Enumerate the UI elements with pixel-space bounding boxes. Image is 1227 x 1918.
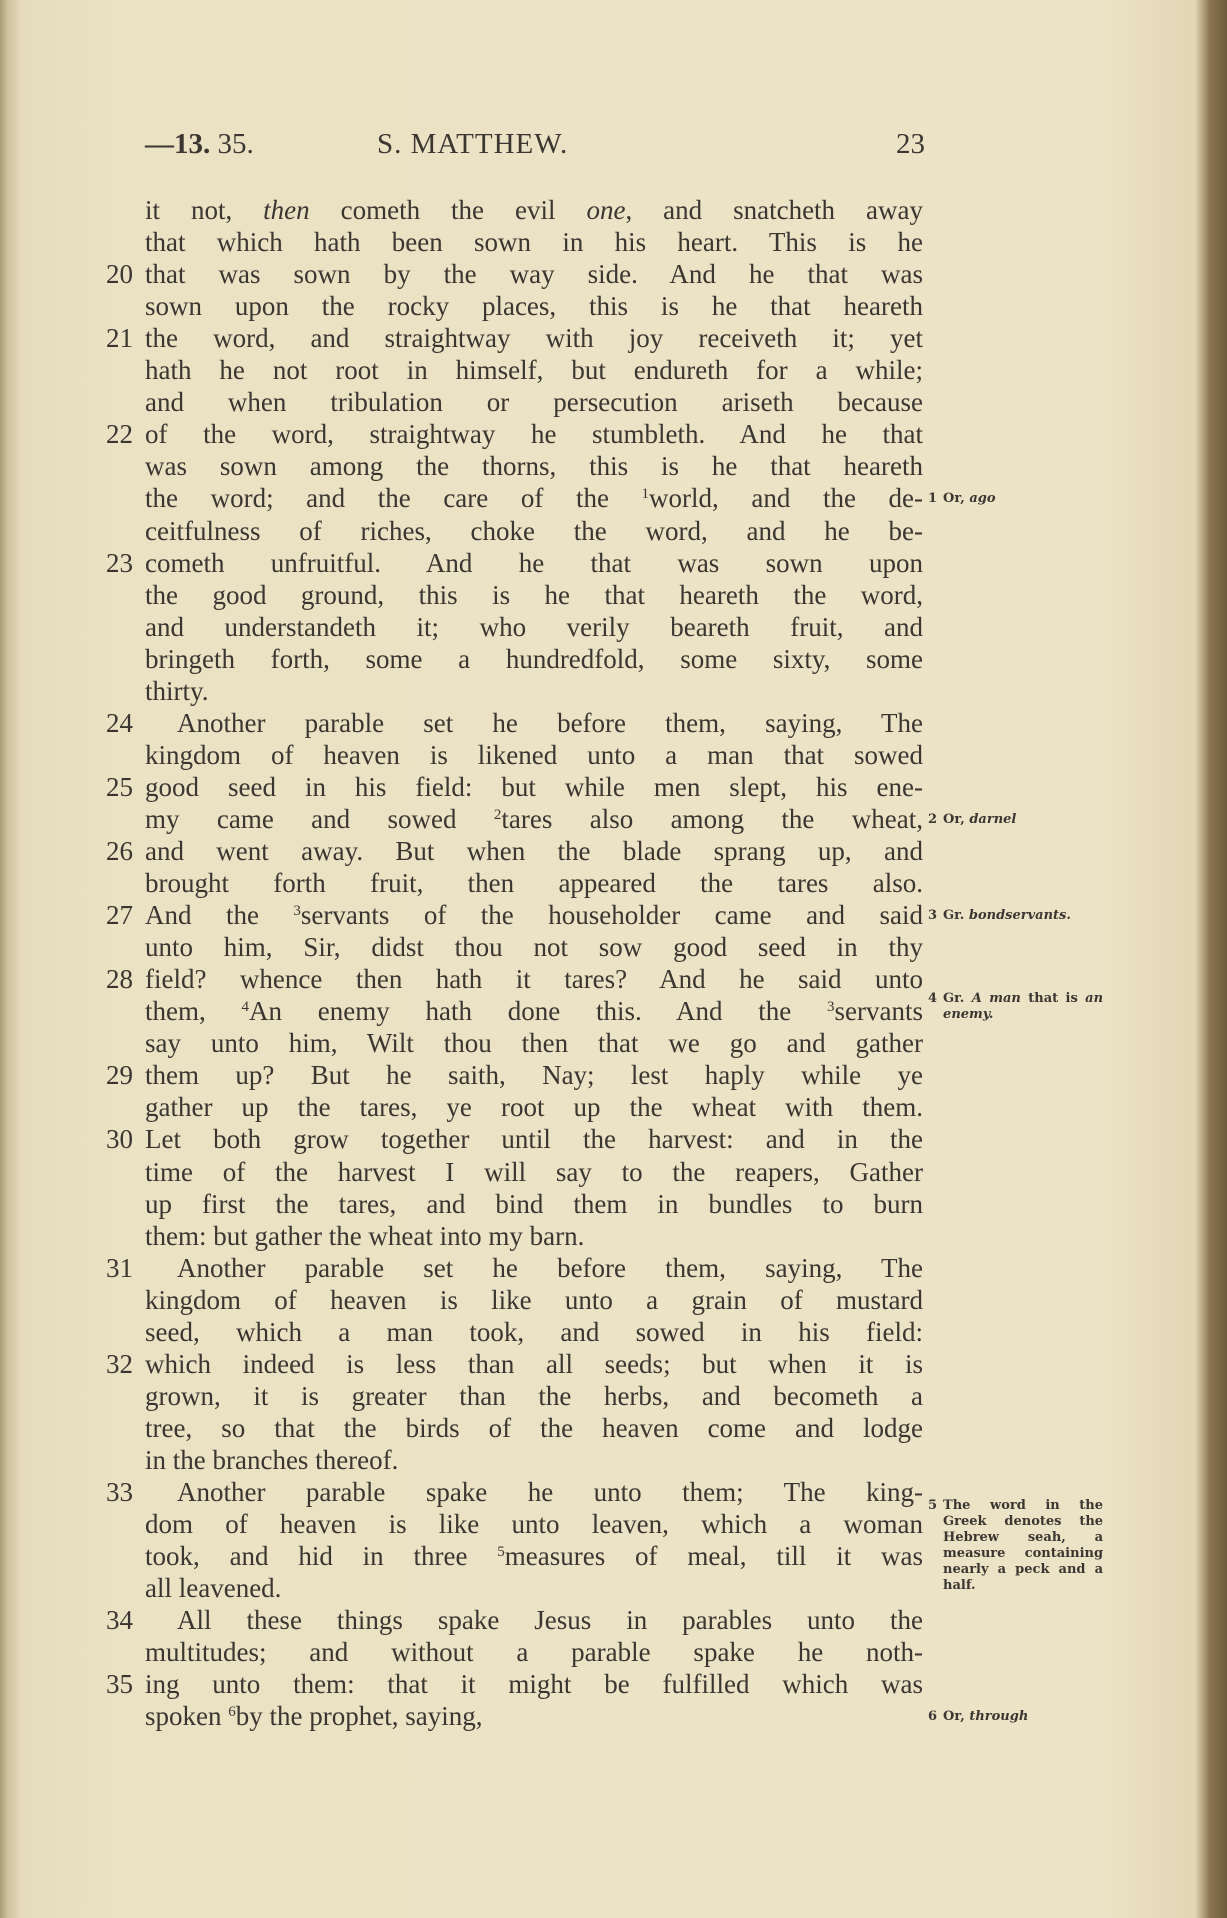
text-run: All these things spake Jesus in parables unto the bbox=[177, 1605, 923, 1636]
margin-note bbox=[928, 491, 1113, 507]
text-line bbox=[145, 354, 923, 386]
text-run: hath he not root in himself, but endureth for a while; bbox=[145, 355, 923, 386]
note-text bbox=[943, 908, 1103, 924]
footnote-marker: 1 bbox=[641, 486, 650, 503]
text-line bbox=[145, 290, 923, 322]
text-line bbox=[145, 450, 923, 482]
text-line bbox=[145, 707, 923, 739]
text-run: and when tribulation or persecution ariseth because bbox=[145, 387, 923, 418]
text-run: cometh the evil bbox=[309, 195, 587, 225]
text-line bbox=[145, 1476, 923, 1508]
verse-number: 30 bbox=[106, 1124, 133, 1155]
text-line bbox=[145, 1123, 923, 1155]
text-line bbox=[145, 1444, 923, 1476]
footnote-marker: 2 bbox=[493, 806, 502, 823]
verse-number: 23 bbox=[106, 547, 133, 578]
verse-number: 33 bbox=[106, 1477, 133, 1507]
text-run: field? whence then hath it tares? And he said unto bbox=[145, 964, 923, 995]
text-run: of the word, straightway he stumbleth. And he that bbox=[145, 419, 923, 450]
text-line bbox=[145, 739, 923, 771]
text-run: them up? But he saith, Nay; lest haply while ye bbox=[145, 1060, 923, 1091]
italic-text: bondservants. bbox=[968, 908, 1071, 924]
verse-number: 26 bbox=[106, 836, 133, 866]
text-run: kingdom of heaven is like unto a grain of mustard bbox=[145, 1284, 923, 1315]
verse-number: 31 bbox=[106, 1252, 133, 1283]
text-run: up first the tares, and bind them in bundles to burn bbox=[145, 1188, 923, 1219]
verse-number: 25 bbox=[106, 771, 133, 802]
verse-number: 20 bbox=[106, 259, 133, 290]
text-line bbox=[145, 1540, 923, 1572]
text-line bbox=[145, 1668, 923, 1700]
text-run: An enemy hath done this. And the bbox=[249, 996, 827, 1027]
text-run: And the bbox=[145, 900, 294, 931]
text-line bbox=[145, 1027, 923, 1059]
text-line bbox=[145, 579, 923, 611]
text-line bbox=[145, 1700, 923, 1732]
text-run: which indeed is less than all seeds; but when it is bbox=[145, 1348, 923, 1379]
text-run: Gr. bbox=[943, 908, 969, 924]
text-run: ing unto them: that it might be fulfilled which was bbox=[145, 1669, 923, 1700]
text-line bbox=[145, 322, 923, 354]
text-run: them, bbox=[145, 996, 242, 1027]
text-line bbox=[145, 611, 923, 643]
text-run: say unto him, Wilt thou then that we go and gather bbox=[145, 1028, 923, 1059]
margin-note bbox=[928, 812, 1113, 828]
text-line bbox=[145, 547, 923, 579]
text-line bbox=[145, 1059, 923, 1091]
text-run: Let both grow together until the harvest: and in the bbox=[145, 1124, 923, 1155]
footnote-marker: 3 bbox=[293, 903, 301, 920]
text-run: them: but gather the wheat into my barn. bbox=[145, 1220, 585, 1251]
text-line bbox=[145, 1572, 923, 1604]
text-run: all leavened. bbox=[145, 1573, 282, 1604]
text-run: good seed in his field: but while men slept, his ene- bbox=[145, 771, 923, 802]
text-run: Another parable set he before them, saying, The bbox=[177, 707, 923, 738]
verse-number: 35. bbox=[217, 128, 254, 160]
note-number: 5 bbox=[928, 1497, 938, 1513]
text-run: the good ground, this is he that heareth the word, bbox=[145, 579, 923, 610]
note-text bbox=[943, 1709, 1103, 1725]
text-run: Another parable spake he unto them; The king- bbox=[177, 1477, 923, 1507]
text-run: gather up the tares, ye root up the wheat with them. bbox=[145, 1092, 923, 1123]
text-run: time of the harvest I will say to the reapers, Gather bbox=[145, 1156, 923, 1187]
text-run: by the prophet, saying, bbox=[235, 1701, 483, 1732]
text-run: was sown among the thorns, this is he that heareth bbox=[145, 451, 923, 482]
italic-text: A man bbox=[971, 991, 1021, 1007]
italic-text: through bbox=[969, 1709, 1029, 1725]
text-run: sown upon the rocky places, this is he that heareth bbox=[145, 291, 923, 322]
text-run: took, and hid in three bbox=[145, 1541, 498, 1572]
margin-note bbox=[928, 991, 1113, 1023]
verse-number: 28 bbox=[106, 964, 133, 995]
text-run: tares also among the wheat, bbox=[501, 803, 923, 834]
text-run: servants bbox=[834, 996, 923, 1027]
italic-text: one bbox=[586, 195, 626, 225]
text-run: that which hath been sown in his heart. This is he bbox=[145, 227, 923, 258]
note-text bbox=[943, 1498, 1103, 1594]
text-line bbox=[145, 1604, 923, 1636]
text-run: the word, and straightway with joy receiveth it; yet bbox=[145, 323, 923, 354]
text-line bbox=[145, 963, 923, 995]
running-header bbox=[145, 128, 925, 164]
text-run: and understandeth it; who verily beareth fruit, and bbox=[145, 611, 923, 642]
text-run: cometh unfruitful. And he that was sown upon bbox=[145, 547, 923, 578]
text-line bbox=[145, 515, 923, 547]
text-line bbox=[145, 386, 923, 418]
verse-number: 22 bbox=[106, 419, 133, 450]
text-line bbox=[145, 995, 923, 1027]
verse-number: 29 bbox=[106, 1060, 133, 1091]
note-text bbox=[943, 991, 1103, 1023]
text-run: spoken bbox=[145, 1701, 229, 1732]
verse-number: 35 bbox=[106, 1669, 133, 1700]
text-run: , and snatcheth away bbox=[625, 195, 923, 225]
text-run: in the branches thereof. bbox=[145, 1444, 399, 1475]
text-line bbox=[145, 1316, 923, 1348]
verse-number: 21 bbox=[106, 323, 133, 354]
verse-number: 24 bbox=[106, 707, 133, 738]
note-number: 2 bbox=[928, 811, 938, 827]
text-line bbox=[145, 675, 923, 707]
text-line bbox=[145, 1252, 923, 1284]
note-text bbox=[943, 491, 1103, 507]
text-run: ceitfulness of riches, choke the word, and he be- bbox=[145, 515, 923, 546]
text-run: brought forth fruit, then appeared the tares also. bbox=[145, 868, 923, 899]
text-run: seed, which a man took, and sowed in his field: bbox=[145, 1316, 923, 1347]
text-run: bringeth forth, some a hundredfold, some sixty, some bbox=[145, 643, 923, 674]
text-line bbox=[145, 1380, 923, 1412]
text-line bbox=[145, 835, 923, 867]
text-run: that was sown by the way side. And he that was bbox=[145, 259, 923, 290]
text-run: Or, bbox=[943, 811, 970, 827]
text-line bbox=[145, 1508, 923, 1540]
text-run: and went away. But when the blade sprang up, and bbox=[145, 836, 923, 866]
text-run: kingdom of heaven is likened unto a man that sowed bbox=[145, 739, 923, 770]
text-line bbox=[145, 258, 923, 290]
text-run: servants of the householder came and said bbox=[300, 900, 923, 931]
text-line bbox=[145, 1284, 923, 1316]
note-text bbox=[943, 812, 1103, 828]
text-line bbox=[145, 1220, 923, 1252]
footnote-marker: 3 bbox=[827, 999, 835, 1016]
text-run: dom of heaven is like unto leaven, which a woman bbox=[145, 1509, 923, 1540]
note-number: 4 bbox=[928, 991, 938, 1007]
text-run: thirty. bbox=[145, 675, 209, 706]
note-number: 6 bbox=[928, 1709, 938, 1725]
text-line bbox=[145, 771, 923, 803]
text-run: measures of meal, till it was bbox=[504, 1541, 923, 1572]
text-line bbox=[145, 1412, 923, 1444]
text-line bbox=[145, 1348, 923, 1380]
text-run: that is bbox=[1020, 991, 1086, 1007]
text-run: Or, bbox=[943, 1709, 970, 1725]
text-line bbox=[145, 931, 923, 963]
note-number: 1 bbox=[928, 491, 938, 507]
text-run: my came and sowed bbox=[145, 803, 494, 834]
footnote-marker: 5 bbox=[497, 1544, 505, 1561]
text-line bbox=[145, 643, 923, 675]
italic-text: then bbox=[263, 195, 310, 225]
chapter-number: —13. bbox=[145, 128, 211, 160]
note-number: 3 bbox=[928, 908, 938, 924]
book-title: S. MATTHEW. bbox=[377, 128, 569, 160]
text-run: Or, bbox=[943, 491, 970, 507]
text-run: unto him, Sir, didst thou not sow good seed in thy bbox=[145, 932, 923, 963]
text-run: tree, so that the birds of the heaven come and lodge bbox=[145, 1412, 923, 1443]
italic-text: darnel bbox=[969, 811, 1017, 827]
text-line bbox=[145, 194, 923, 226]
text-run: Gr. bbox=[943, 991, 972, 1007]
text-run: grown, it is greater than the herbs, and becometh a bbox=[145, 1380, 923, 1411]
margin-note bbox=[928, 908, 1113, 924]
text-line bbox=[145, 1091, 923, 1123]
text-run: it not, bbox=[145, 195, 264, 225]
verse-number: 27 bbox=[106, 900, 133, 931]
text-line bbox=[145, 899, 923, 931]
text-line bbox=[145, 803, 923, 835]
page-number: 23 bbox=[896, 128, 925, 160]
text-line bbox=[145, 867, 923, 899]
text-line bbox=[145, 1636, 923, 1668]
text-line bbox=[145, 1156, 923, 1188]
margin-note bbox=[928, 1709, 1113, 1725]
text-run: world, and the de- bbox=[649, 483, 923, 514]
chapter-verse-range bbox=[145, 128, 254, 161]
text-line bbox=[145, 226, 923, 258]
text-run: multitudes; and without a parable spake he noth- bbox=[145, 1637, 923, 1668]
italic-text: an enemy. bbox=[943, 991, 1104, 1023]
verse-number: 32 bbox=[106, 1348, 133, 1379]
text-line bbox=[145, 418, 923, 450]
verse-number: 34 bbox=[106, 1605, 133, 1636]
text-line bbox=[145, 1188, 923, 1220]
text-run: Another parable set he before them, saying, The bbox=[177, 1252, 923, 1283]
italic-text: ago bbox=[969, 491, 996, 507]
text-run: the word; and the care of the bbox=[145, 483, 642, 514]
text-line bbox=[145, 482, 923, 514]
margin-note bbox=[928, 1498, 1113, 1594]
footnote-marker: 6 bbox=[228, 1704, 236, 1721]
footnote-marker: 4 bbox=[241, 999, 249, 1016]
text-run: The word in the Greek denotes the Hebrew seah, a measure containing nearly a peck and a half. bbox=[943, 1497, 1104, 1593]
